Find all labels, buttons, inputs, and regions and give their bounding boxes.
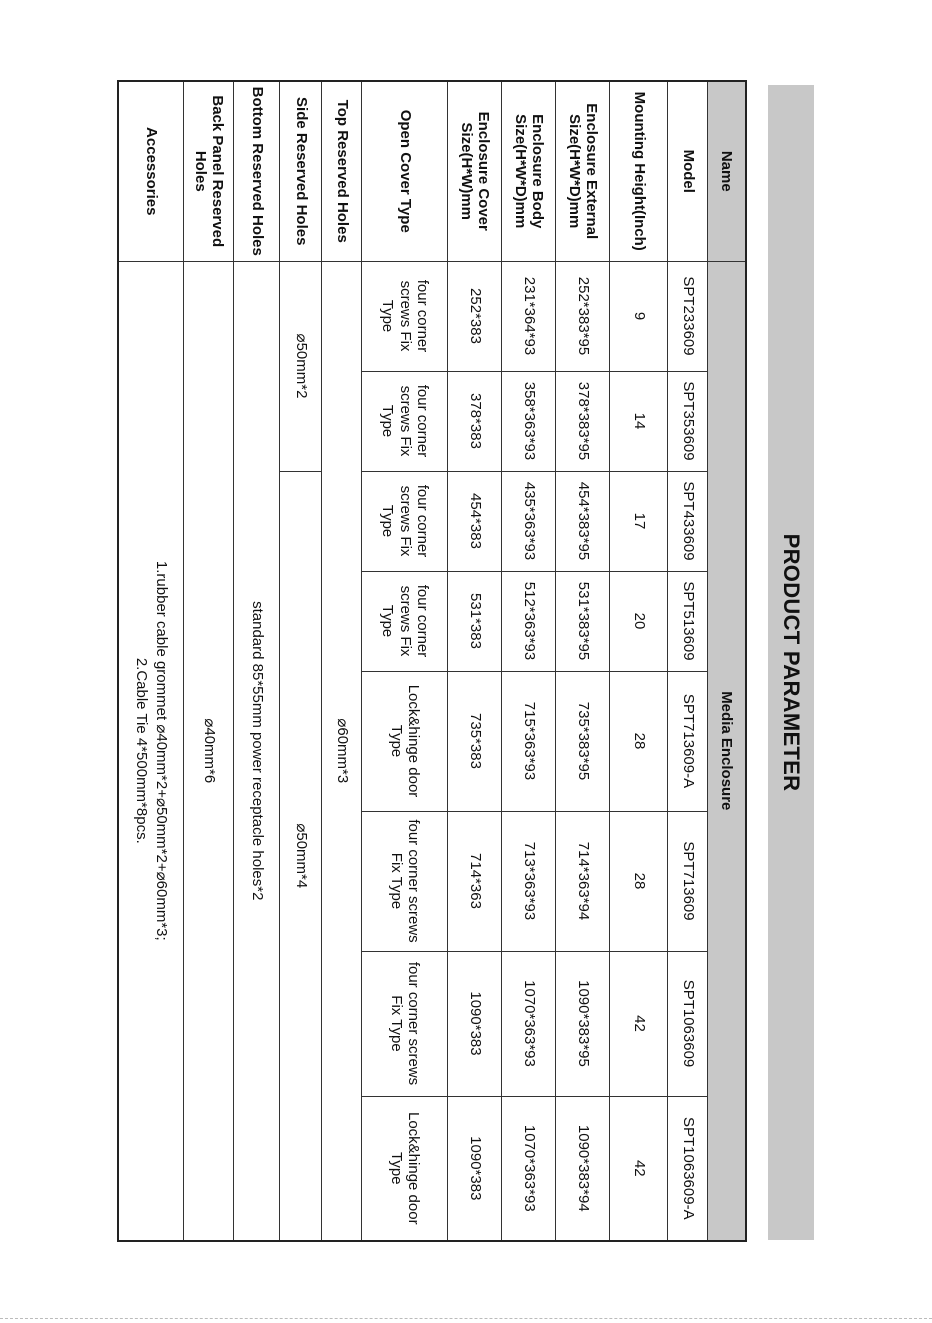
model-cell: SPT713609-A [668, 671, 708, 811]
body-size-cell: 435*363*93 [502, 471, 556, 571]
model-cell: SPT353609 [668, 371, 708, 471]
open-cover-cell: Lock&hinge door Type [362, 1096, 448, 1241]
model-cell: SPT433609 [668, 471, 708, 571]
open-cover-cell: four corner screws Fix Type [362, 261, 448, 371]
open-cover-cell: Lock&hinge door Type [362, 671, 448, 811]
model-label: Model [668, 81, 708, 261]
cover-size-row [448, 81, 502, 1241]
external-size-cell: 531*383*95 [556, 571, 610, 671]
cover-size-cell: 714*363 [448, 811, 502, 951]
bottom-holes-value: standard 85*55mm power receptacle holes*2 [234, 261, 280, 1241]
back-holes-label: Back Panel Reserved Holes [184, 81, 234, 261]
external-size-cell: 378*383*95 [556, 371, 610, 471]
open-cover-cell: four corner screws Fix Type [362, 471, 448, 571]
body-size-cell: 1070*363*93 [502, 1096, 556, 1241]
open-cover-label: Open Cover Type [362, 81, 448, 261]
top-holes-label: Top Reserved Holes [322, 81, 362, 261]
external-size-label: Enclosure External Size(H*W*D)mm [556, 81, 610, 261]
body-size-cell: 231*364*93 [502, 261, 556, 371]
body-size-cell: 715*363*93 [502, 671, 556, 811]
body-size-cell: 512*363*93 [502, 571, 556, 671]
top-holes-row [322, 81, 362, 1241]
cover-size-cell: 378*383 [448, 371, 502, 471]
accessories-line-1: 1.rubber cable grommet ⌀40mm*2+⌀50mm*2+⌀60mm*3; [152, 560, 170, 941]
model-cell: SPT713609 [668, 811, 708, 951]
model-cell: SPT513609 [668, 571, 708, 671]
name-header: Name [708, 81, 746, 261]
bottom-holes-label: Bottom Reserved Holes [234, 81, 280, 261]
open-cover-cell: four corner screws Fix Type [362, 811, 448, 951]
cover-size-cell: 454*383 [448, 471, 502, 571]
mounting-label: Mounting Height(Inch) [610, 81, 668, 261]
body-size-cell: 358*363*93 [502, 371, 556, 471]
external-size-cell: 1090*383*95 [556, 951, 610, 1096]
accessories-value [118, 261, 184, 1241]
side-holes-row [280, 81, 322, 1241]
side-holes-value-large: ⌀50mm*4 [280, 471, 322, 1241]
open-cover-cell: four corner screws Fix Type [362, 571, 448, 671]
cover-size-label: Enclosure Cover Size(H*W)mm [448, 81, 502, 261]
model-cell: SPT233609 [668, 261, 708, 371]
document-title [768, 85, 814, 1240]
mounting-cell: 28 [610, 811, 668, 951]
back-holes-row [184, 81, 234, 1241]
external-size-cell: 252*383*95 [556, 261, 610, 371]
open-cover-cell: four corner screws Fix Type [362, 951, 448, 1096]
mounting-cell: 14 [610, 371, 668, 471]
top-holes-value: ⌀60mm*3 [322, 261, 362, 1241]
accessories-row [118, 81, 184, 1241]
model-row [668, 81, 708, 1241]
cover-size-cell: 252*383 [448, 261, 502, 371]
cover-size-cell: 1090*383 [448, 1096, 502, 1241]
open-cover-row [362, 81, 448, 1241]
mounting-cell: 42 [610, 1096, 668, 1241]
back-holes-value: ⌀40mm*6 [184, 261, 234, 1241]
body-size-label: Enclosure Body Size(H*W*D)mm [502, 81, 556, 261]
side-holes-label: Side Reserved Holes [280, 81, 322, 261]
external-size-cell: 454*383*95 [556, 471, 610, 571]
external-size-cell: 714*363*94 [556, 811, 610, 951]
cover-size-cell: 735*383 [448, 671, 502, 811]
external-size-cell: 735*383*95 [556, 671, 610, 811]
title-text: PRODUCT PARAMETER [779, 533, 804, 792]
model-cell: SPT1063609-A [668, 1096, 708, 1241]
mounting-cell: 20 [610, 571, 668, 671]
body-size-cell: 1070*363*93 [502, 951, 556, 1096]
mounting-cell: 9 [610, 261, 668, 371]
accessories-line-2: 2.Cable Tie 4*500mm*8pcs. [133, 657, 151, 844]
mounting-cell: 28 [610, 671, 668, 811]
media-enclosure-header: Media Enclosure [708, 261, 746, 1241]
mounting-cell: 17 [610, 471, 668, 571]
body-size-row [502, 81, 556, 1241]
side-holes-value-small: ⌀50mm*2 [280, 261, 322, 471]
body-size-cell: 713*363*93 [502, 811, 556, 951]
mounting-cell: 42 [610, 951, 668, 1096]
bottom-holes-row [234, 81, 280, 1241]
external-size-row [556, 81, 610, 1241]
parameter-table [117, 80, 747, 1242]
external-size-cell: 1090*383*94 [556, 1096, 610, 1241]
cover-size-cell: 531*383 [448, 571, 502, 671]
model-cell: SPT1063609 [668, 951, 708, 1096]
mounting-row [610, 81, 668, 1241]
page-edge-divider [0, 1318, 932, 1319]
cover-size-cell: 1090*383 [448, 951, 502, 1096]
open-cover-cell: four corner screws Fix Type [362, 371, 448, 471]
accessories-label: Accessories [118, 81, 184, 261]
